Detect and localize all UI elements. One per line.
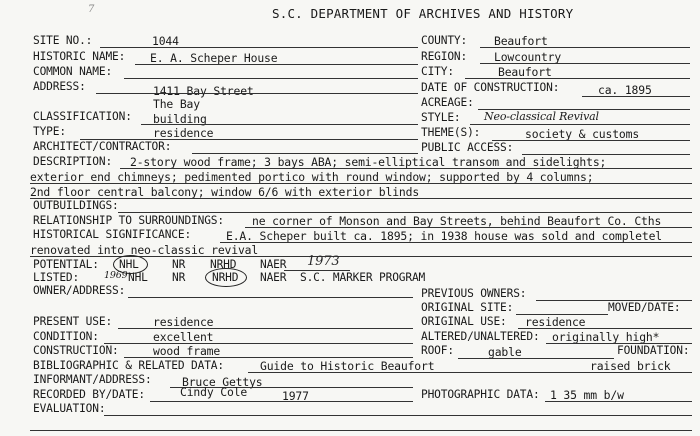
original-use-label: ORIGINAL USE:: [421, 315, 507, 328]
description-line-1: 2-story wood frame; 3 bays ABA; semi-elliptical transom and sidelights;: [130, 155, 607, 169]
type-label: TYPE:: [33, 125, 66, 138]
recorded-value: Cindy Cole: [180, 385, 248, 399]
architect-label: ARCHITECT/CONTRACTOR:: [33, 140, 172, 153]
significance-label: HISTORICAL SIGNIFICANCE:: [33, 228, 192, 241]
informant-value: Bruce Gettys: [182, 375, 263, 389]
historic-name-line: [135, 64, 418, 65]
region-value: Lowcountry: [494, 50, 562, 64]
date-of-construction-label: DATE OF CONSTRUCTION:: [421, 81, 560, 94]
present-use-label: PRESENT USE:: [33, 315, 113, 328]
date-of-construction-line: [582, 96, 690, 97]
county-line: [480, 47, 690, 48]
relationship-label: RELATIONSHIP TO SURROUNDINGS:: [33, 214, 224, 227]
owner-label: OWNER/ADDRESS:: [33, 284, 126, 297]
description-rule-2: [30, 183, 692, 184]
classification-value: building: [153, 112, 207, 126]
owner-rule: [128, 297, 413, 298]
original-use-rule: [518, 328, 692, 329]
description-line-2: exterior end chimneys; pedimented portico with round window; supported by 4 columns;: [30, 170, 594, 184]
present-use-rule: [118, 328, 413, 329]
construction-value: wood frame: [153, 344, 221, 358]
region-line: [480, 63, 690, 64]
county-label: COUNTY:: [421, 34, 468, 47]
significance-line-1: E.A. Scheper built ca. 1895; in 1938 house was sold and completel: [226, 229, 663, 243]
present-use-value: residence: [153, 315, 214, 329]
foundation-value: raised brick: [590, 359, 671, 373]
date-of-construction-value: ca. 1895: [598, 83, 652, 97]
relationship-rule: [245, 227, 692, 228]
historic-name-value: E. A. Scheper House: [150, 51, 278, 65]
style-value: Neo-classical Revival: [484, 110, 599, 123]
condition-label: CONDITION:: [33, 330, 99, 343]
condition-value: excellent: [153, 330, 214, 344]
potential-label: POTENTIAL:: [33, 258, 99, 271]
recorded-label: RECORDED BY/DATE:: [33, 388, 145, 401]
significance-line-2: renovated into neo-classic revival: [30, 243, 259, 257]
description-label: DESCRIPTION:: [33, 155, 113, 168]
county-value: Beaufort: [494, 34, 548, 48]
previous-owners-label: PREVIOUS OWNERS:: [421, 287, 527, 300]
public-access-label: PUBLIC ACCESS:: [421, 141, 514, 154]
evaluation-rule: [104, 415, 692, 416]
photographic-value: 1 35 mm b/w: [550, 388, 624, 402]
form-title: S.C. DEPARTMENT OF ARCHIVES AND HISTORY: [272, 6, 574, 21]
potential-year: 1973: [307, 254, 340, 269]
city-value: Beaufort: [498, 65, 552, 79]
classification-label: CLASSIFICATION:: [33, 110, 132, 123]
roof-value: gable: [488, 345, 522, 359]
common-name-label: COMMON NAME:: [33, 65, 113, 78]
informant-label: INFORMANT/ADDRESS:: [33, 373, 152, 386]
historic-name-label: HISTORIC NAME:: [33, 50, 126, 63]
bibliographic-value: Guide to Historic Beaufort: [260, 359, 435, 373]
potential-naer: NAER: [260, 258, 287, 271]
themes-line: [492, 140, 690, 141]
listed-year: 1969: [104, 270, 128, 281]
listed-nhl: NHL: [128, 271, 148, 284]
original-use-value: residence: [525, 315, 586, 329]
construction-rule: [124, 357, 413, 358]
potential-nrhd: NRHD: [210, 258, 237, 271]
site-no-label: SITE NO.:: [33, 34, 93, 47]
original-site-label: ORIGINAL SITE:: [421, 301, 514, 314]
address-line-1: 1411 Bay Street: [153, 84, 254, 98]
roof-label: ROOF:: [421, 344, 454, 357]
city-label: CITY:: [421, 65, 454, 78]
significance-rule-1: [220, 242, 692, 243]
address-line-rule: [96, 93, 418, 94]
altered-label: ALTERED/UNALTERED:: [421, 330, 540, 343]
listed-program: S.C. MARKER PROGRAM: [300, 271, 426, 284]
nrhd-circle-mark: [205, 268, 247, 287]
listed-nrhd: NRHD: [212, 271, 239, 284]
foundation-label: FOUNDATION:: [617, 344, 690, 357]
altered-value: originally high*: [552, 330, 660, 344]
themes-label: THEME(S):: [421, 126, 481, 139]
listed-nr: NR: [172, 271, 186, 284]
description-line-3: 2nd floor central balcony; window 6/6 with exterior blinds: [30, 185, 420, 199]
site-no-line: [100, 47, 418, 48]
evaluation-label: EVALUATION:: [33, 402, 106, 415]
type-value: residence: [153, 126, 214, 140]
address-line-2: The Bay: [153, 97, 200, 111]
recorded-date: 1977: [282, 389, 309, 403]
bottom-rule: [30, 430, 692, 431]
bibliographic-rule: [248, 372, 692, 373]
classification-line: [141, 124, 418, 125]
construction-label: CONSTRUCTION:: [33, 344, 119, 357]
potential-nhl: NHL: [119, 258, 139, 271]
architect-line: [192, 153, 418, 154]
outbuildings-label: OUTBUILDINGS:: [33, 199, 119, 212]
recorded-rule: [150, 401, 413, 402]
relationship-value: ne corner of Monson and Bay Streets, behind Beaufort Co. Cths: [252, 214, 662, 228]
description-rule-3: [30, 198, 692, 199]
listed-label: LISTED:: [33, 271, 80, 284]
description-rule-1: [120, 168, 692, 169]
moved-date-label: MOVED/DATE:: [608, 301, 681, 314]
acreage-label: ACREAGE:: [421, 96, 474, 109]
themes-value: society & customs: [525, 127, 640, 141]
bibliographic-label: BIBLIOGRAPHIC & RELATED DATA:: [33, 359, 224, 372]
potential-nr: NR: [172, 258, 186, 271]
photographic-label: PHOTOGRAPHIC DATA:: [421, 388, 540, 401]
site-no-value: 1044: [152, 34, 179, 48]
photographic-rule: [545, 401, 692, 402]
outbuildings-rule: [118, 212, 692, 213]
address-label: ADDRESS:: [33, 80, 86, 93]
city-line: [465, 78, 690, 79]
style-line: [470, 124, 690, 125]
common-name-line: [124, 78, 418, 79]
style-label: STYLE:: [421, 111, 461, 124]
listed-naer: NAER: [260, 271, 287, 284]
condition-rule: [104, 343, 413, 344]
pencil-mark: 7: [88, 4, 95, 15]
region-label: REGION:: [421, 50, 468, 63]
